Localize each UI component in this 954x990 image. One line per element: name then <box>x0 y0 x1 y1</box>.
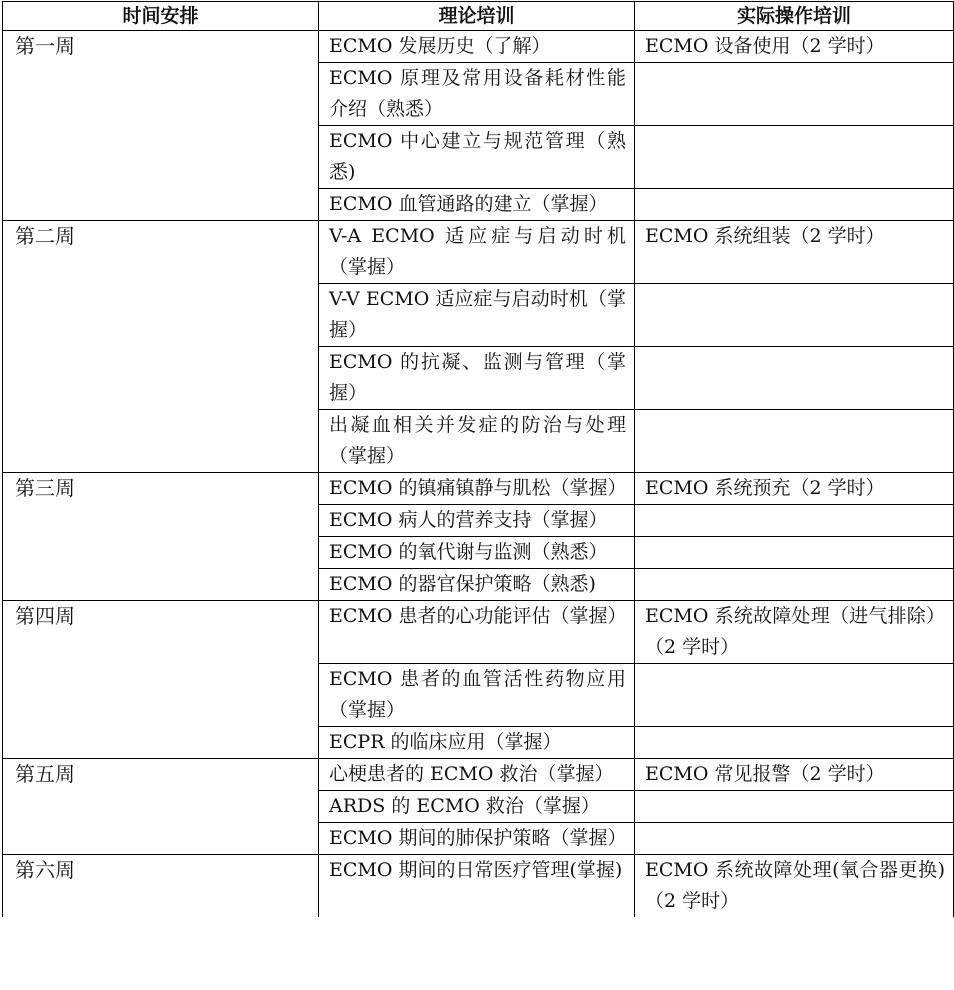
header-row <box>3 2 954 31</box>
theory-topic: 心梗患者的 ECMO 救治（掌握） <box>319 759 635 791</box>
practice-empty <box>635 284 954 347</box>
header-theory: 理论培训 <box>319 2 635 31</box>
theory-topic: ECMO 患者的血管活性药物应用（掌握） <box>319 664 635 727</box>
practice-empty <box>635 727 954 759</box>
practice-empty <box>635 569 954 601</box>
table-row <box>3 31 954 63</box>
theory-topic: ECMO 的抗凝、监测与管理（掌握） <box>319 347 635 410</box>
theory-topic: V-V ECMO 适应症与启动时机（掌握） <box>319 284 635 347</box>
week-label: 第四周 <box>3 601 319 759</box>
week-label: 第五周 <box>3 759 319 855</box>
week-label: 第二周 <box>3 221 319 473</box>
theory-topic: ECMO 患者的心功能评估（掌握） <box>319 601 635 664</box>
theory-topic: ECMO 的镇痛镇静与肌松（掌握） <box>319 473 635 505</box>
theory-topic: V-A ECMO 适应症与启动时机（掌握） <box>319 221 635 284</box>
table-row <box>3 855 954 918</box>
practice-item: ECMO 系统故障处理(氧合器更换)（2 学时） <box>635 855 954 918</box>
practice-item: ECMO 系统组装（2 学时） <box>635 221 954 284</box>
practice-empty <box>635 664 954 727</box>
header-time: 时间安排 <box>3 2 319 31</box>
practice-empty <box>635 823 954 855</box>
practice-item: ECMO 设备使用（2 学时） <box>635 31 954 63</box>
training-schedule <box>2 1 954 917</box>
practice-item: ECMO 系统预充（2 学时） <box>635 473 954 505</box>
theory-topic: ECMO 原理及常用设备耗材性能介绍（熟悉） <box>319 63 635 126</box>
practice-empty <box>635 347 954 410</box>
practice-empty <box>635 537 954 569</box>
week-label: 第三周 <box>3 473 319 601</box>
practice-empty <box>635 63 954 126</box>
theory-topic: ECMO 的器官保护策略（熟悉) <box>319 569 635 601</box>
header-practice: 实际操作培训 <box>635 2 954 31</box>
theory-topic: ECPR 的临床应用（掌握） <box>319 727 635 759</box>
practice-empty <box>635 126 954 189</box>
table-row <box>3 759 954 791</box>
theory-topic: ECMO 期间的肺保护策略（掌握） <box>319 823 635 855</box>
schedule-table <box>2 1 954 917</box>
theory-topic: ECMO 发展历史（了解） <box>319 31 635 63</box>
practice-item: ECMO 常见报警（2 学时） <box>635 759 954 791</box>
theory-topic: ECMO 期间的日常医疗管理(掌握) <box>319 855 635 918</box>
week-label: 第一周 <box>3 31 319 221</box>
theory-topic: ARDS 的 ECMO 救治（掌握） <box>319 791 635 823</box>
table-row <box>3 221 954 284</box>
table-row <box>3 473 954 505</box>
theory-topic: ECMO 血管通路的建立（掌握） <box>319 189 635 221</box>
practice-empty <box>635 791 954 823</box>
theory-topic: ECMO 病人的营养支持（掌握） <box>319 505 635 537</box>
theory-topic: ECMO 中心建立与规范管理（熟悉) <box>319 126 635 189</box>
practice-item: ECMO 系统故障处理（进气排除）（2 学时） <box>635 601 954 664</box>
practice-empty <box>635 410 954 473</box>
theory-topic: ECMO 的氧代谢与监测（熟悉） <box>319 537 635 569</box>
practice-empty <box>635 189 954 221</box>
theory-topic: 出凝血相关并发症的防治与处理（掌握） <box>319 410 635 473</box>
practice-empty <box>635 505 954 537</box>
week-label: 第六周 <box>3 855 319 918</box>
table-row <box>3 601 954 664</box>
